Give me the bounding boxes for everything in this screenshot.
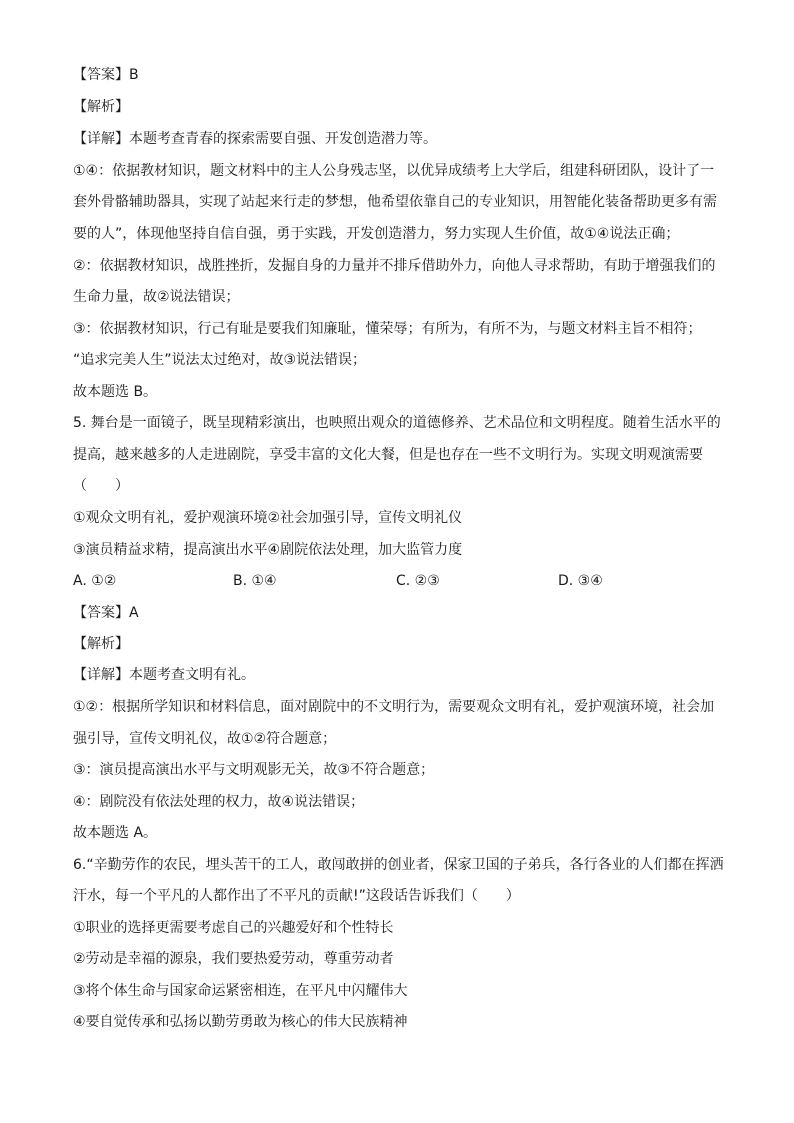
question-6-statement: ①职业的选择更需要考虑自己的兴趣爱好和个性特长: [73, 920, 394, 936]
text-line: 故本题选 A。: [73, 825, 158, 841]
text-line: 要的人”，体现他坚持自信自强，勇于实践，开发创造潜力，努力实现人生价值，故①④说法正确；: [73, 226, 680, 242]
text-line: 生命力量，故②说法错误；: [73, 289, 240, 305]
option-a: A. ①②: [73, 573, 117, 589]
text-line: 强引导，宣传文明礼仪，故①②符合题意；: [73, 731, 337, 747]
text-line: ③：演员提高演出水平与文明观影无关，故③不符合题意；: [73, 762, 435, 778]
text-line: 故本题选 B。: [73, 384, 158, 400]
question-5-stem: 提高，越来越多的人走进剧院，享受丰富的文化大餐，但是也存在一些不文明行为。实现文明观演需要: [73, 447, 703, 463]
text-line: ④：剧院没有依法处理的权力，故④说法错误；: [73, 794, 365, 810]
question-5-stem: 5. 舞台是一面镜子，既呈现精彩演出，也映照出观众的道德修养、艺术品位和文明程度。随着生活水平的: [73, 415, 721, 431]
question-6-statement: ③将个体生命与国家命运紧密相连，在平凡中闪耀伟大: [73, 983, 408, 999]
text-line: 套外骨骼辅助器具，实现了站起来行走的梦想，他希望依靠自己的专业知识，用智能化装备帮助更多有需: [73, 194, 717, 210]
text-line: ③：依据教材知识，行己有耻是要我们知廉耻，懂荣辱；有所为，有所不为，与题文材料主旨不相符；: [73, 321, 702, 337]
question-5-statements: ③演员精益求精，提高演出水平④剧院依法处理，加大监管力度: [73, 542, 463, 558]
text-line: “追求完美人生”说法太过绝对，故③说法错误；: [73, 352, 367, 368]
analysis-label-q5: 【解析】: [73, 636, 129, 652]
analysis-label-q4: 【解析】: [73, 99, 129, 115]
detail-q4: 【详解】本题考查青春的探索需要自强、开发创造潜力等。: [73, 131, 437, 147]
answer-label-q5: 【答案】A: [73, 605, 139, 621]
option-c: C. ②③: [396, 573, 440, 589]
question-6-stem: 汗水，每一个平凡的人都作出了不平凡的贡献!”这段话告诉我们（ ）: [73, 888, 520, 904]
detail-q5: 【详解】本题考查文明有礼。: [73, 667, 255, 683]
text-line: ①④：依据教材知识，题文材料中的主人公身残志坚，以优异成绩考上大学后，组建科研团队，设计了一: [73, 163, 715, 179]
option-b: B. ①④: [233, 573, 277, 589]
answer-label-q4: 【答案】B: [73, 67, 139, 83]
text-line: ②：依据教材知识，战胜挫折，发掘自身的力量并不排斥借助外力，向他人寻求帮助，有助于增强我们的: [73, 258, 716, 274]
question-5-statements: ①观众文明有礼，爱护观演环境②社会加强引导，宣传文明礼仪: [73, 510, 463, 526]
question-6-statement: ④要自觉传承和弘扬以勤劳勇敢为核心的伟大民族精神: [73, 1014, 408, 1030]
question-6-stem: 6.“辛勤劳作的农民，埋头苦干的工人，敢闯敢拼的创业者，保家卫国的子弟兵，各行各业的人们都在挥洒: [73, 857, 724, 873]
text-line: ①②：根据所学知识和材料信息，面对剧院中的不文明行为，需要观众文明有礼，爱护观演环境，社会加: [73, 699, 715, 715]
question-5-blank: （ ）: [73, 478, 129, 494]
question-6-statement: ②劳动是幸福的源泉，我们要热爱劳动，尊重劳动者: [73, 951, 394, 967]
option-d: D. ③④: [558, 573, 603, 589]
